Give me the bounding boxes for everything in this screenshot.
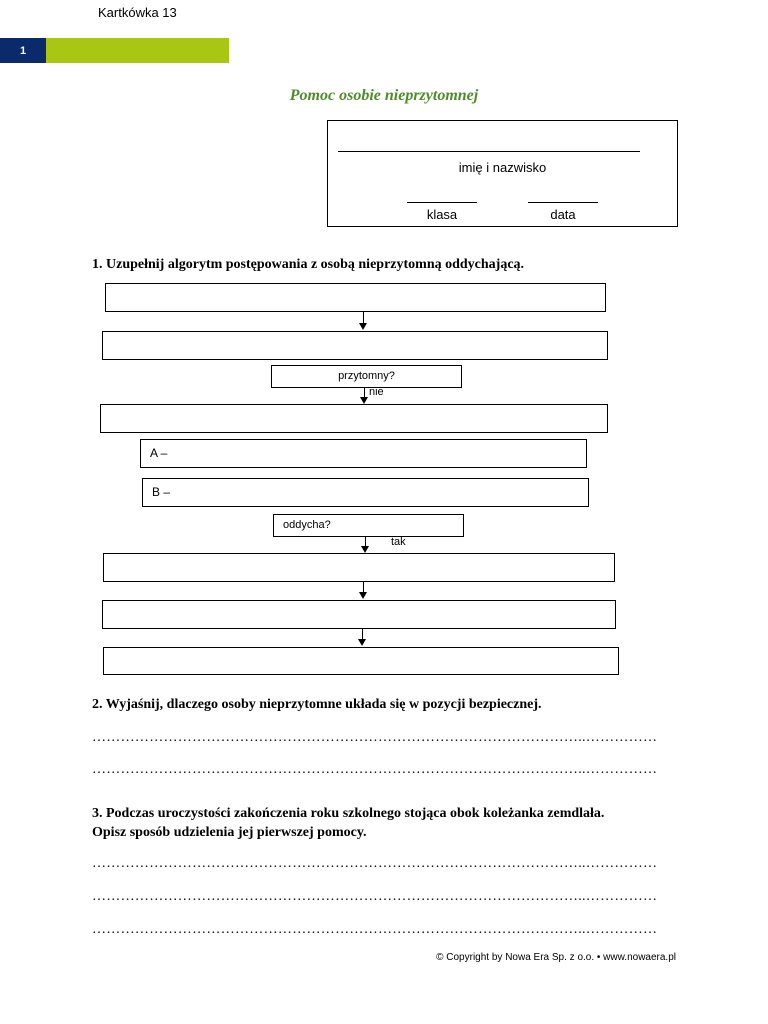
question-1-text: 1. Uzupełnij algorytm postępowania z osobą nieprzytomną oddychającą. [92,257,525,272]
copyright-footer: © Copyright by Nowa Era Sp. z o.o. • www.nowaera.pl [436,952,676,963]
answer-line[interactable]: …………………………………………………………………………………………..…………… [92,762,658,777]
arrow-4-head [359,592,367,599]
flow-box-2[interactable] [102,331,608,360]
flow-box-3[interactable] [100,404,608,433]
arrow-1-head [359,323,367,330]
decision-box-breathing [273,514,464,537]
flow-box-a[interactable] [140,439,587,468]
decision-conscious-label: przytomny? [338,370,395,382]
flow-box-4[interactable] [103,553,615,582]
date-blank-line[interactable] [528,202,598,203]
flow-box-5[interactable] [102,600,616,629]
name-blank-line[interactable] [338,151,640,152]
worksheet-label: Kartkówka 13 [98,5,177,20]
page-number-badge: 1 [0,38,46,63]
flow-box-6[interactable] [103,647,619,675]
flow-box-b[interactable] [142,478,589,507]
flow-box-a-label: A – [150,446,168,460]
decision-breathing-label: oddycha? [283,519,331,531]
decision-box-conscious [271,365,462,388]
date-label: data [550,207,576,222]
answer-line[interactable]: …………………………………………………………………………………………..…………… [92,856,658,871]
flow-box-b-label: B – [152,485,171,499]
question-2-text: 2. Wyjaśnij, dlaczego osoby nieprzytomne układa się w pozycji bezpiecznej. [92,697,542,712]
name-label: imię i nazwisko [458,160,547,175]
arrow-label-nie: nie [369,386,384,398]
arrow-label-tak: tak [391,536,406,548]
arrow-3-head [361,546,369,553]
answer-line[interactable]: …………………………………………………………………………………………..…………… [92,922,658,937]
header-accent-bar [46,38,229,63]
arrow-5-head [358,639,366,646]
student-info-box [327,120,678,227]
question-3-text-line2: Opisz sposób udzielenia jej pierwszej pomocy. [92,825,367,840]
class-blank-line[interactable] [407,202,477,203]
flow-box-1[interactable] [105,283,606,312]
class-label: klasa [426,207,458,222]
question-3-text-line1: 3. Podczas uroczystości zakończenia roku szkolnego stojąca obok koleżanka zemdlała. [92,806,605,821]
answer-line[interactable]: …………………………………………………………………………………………..…………… [92,730,658,745]
arrow-2-head [360,397,368,404]
page-title: Pomoc osobie nieprzytomnej [289,87,479,104]
answer-line[interactable]: …………………………………………………………………………………………..…………… [92,889,658,904]
